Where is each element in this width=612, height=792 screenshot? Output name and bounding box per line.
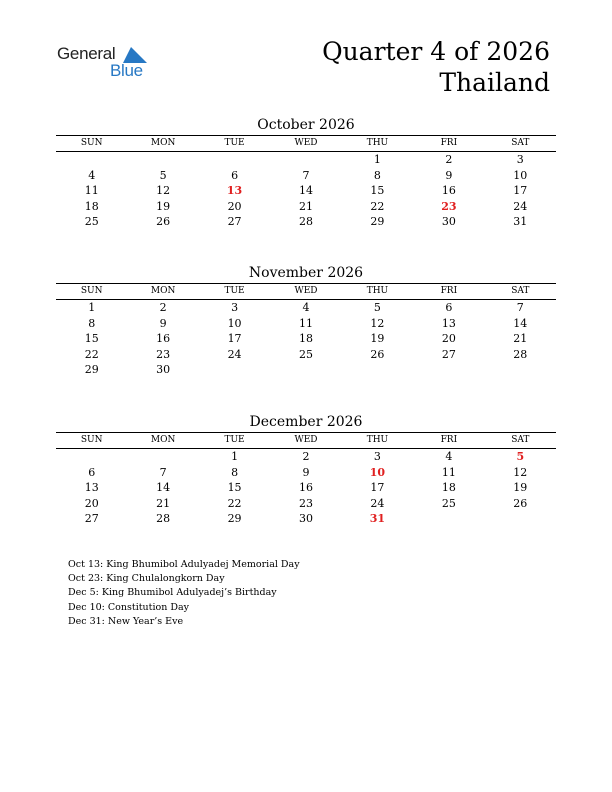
- day-cell: 1: [231, 450, 239, 463]
- holiday-day-cell: 13: [226, 184, 243, 198]
- weekday-label: WED: [294, 286, 318, 296]
- weekday-label: SAT: [511, 435, 530, 445]
- weekday-label: WED: [294, 435, 318, 445]
- holiday-day-cell: 23: [441, 199, 457, 213]
- day-cell: 22: [227, 496, 242, 510]
- day-cell: 9: [302, 465, 310, 479]
- day-cell: 12: [513, 465, 528, 479]
- day-cell: 11: [298, 316, 313, 330]
- day-cell: 13: [441, 316, 456, 330]
- day-cell: 3: [516, 153, 524, 166]
- day-cell: 28: [298, 215, 313, 229]
- day-cell: 16: [298, 481, 313, 495]
- weekday-label: THU: [366, 138, 389, 148]
- day-cell: 19: [370, 332, 385, 346]
- day-cell: 1: [88, 301, 96, 314]
- day-cell: 25: [441, 496, 456, 510]
- day-cell: 14: [298, 184, 313, 198]
- day-cell: 18: [298, 332, 313, 346]
- day-cell: 30: [156, 363, 171, 377]
- weekday-label: WED: [294, 138, 318, 148]
- day-cell: 12: [370, 316, 385, 330]
- day-cell: 3: [231, 301, 239, 314]
- day-cell: 29: [370, 215, 385, 229]
- holiday-note: Oct 13: King Bhumibol Adulyadej Memorial Day: [68, 559, 300, 570]
- weekday-label: FRI: [440, 138, 458, 148]
- month-title: October 2026: [257, 117, 355, 133]
- day-cell: 24: [513, 199, 528, 213]
- day-cell: 8: [88, 316, 96, 330]
- day-cell: 4: [88, 168, 96, 182]
- day-cell: 26: [156, 215, 171, 229]
- empty-cell: [56, 152, 127, 168]
- day-cell: 17: [370, 481, 385, 495]
- day-cell: 8: [231, 465, 239, 479]
- weekday-label: SAT: [511, 138, 530, 148]
- weekday-label: THU: [366, 286, 389, 296]
- day-grid: [56, 152, 556, 230]
- holiday-day-cell: 5: [516, 450, 525, 463]
- day-cell: 2: [302, 450, 310, 463]
- day-cell: 21: [156, 496, 171, 510]
- day-cell: 16: [156, 332, 171, 346]
- day-cell: 20: [84, 496, 99, 510]
- day-cell: 3: [373, 450, 381, 463]
- day-cell: 25: [298, 347, 313, 361]
- weekday-label: TUE: [224, 435, 245, 445]
- weekday-label: MON: [150, 435, 176, 445]
- day-cell: 29: [227, 512, 242, 526]
- weekday-label: SUN: [80, 138, 103, 148]
- day-cell: 24: [370, 496, 385, 510]
- day-cell: 14: [513, 316, 528, 330]
- month-november: [56, 264, 556, 378]
- day-cell: 26: [370, 347, 385, 361]
- day-cell: 28: [513, 347, 528, 361]
- empty-cell: [56, 449, 127, 465]
- holiday-day-cell: 10: [369, 465, 386, 479]
- day-cell: 5: [373, 301, 381, 314]
- day-cell: 19: [513, 481, 528, 495]
- weekday-label: TUE: [224, 286, 245, 296]
- country-title: Thailand: [439, 68, 550, 97]
- day-cell: 24: [227, 347, 242, 361]
- day-cell: 23: [298, 496, 313, 510]
- day-cell: 7: [159, 465, 167, 479]
- day-cell: 27: [441, 347, 456, 361]
- day-cell: 1: [373, 153, 381, 166]
- day-cell: 30: [441, 215, 456, 229]
- day-grid: [56, 449, 556, 527]
- day-cell: 9: [445, 168, 453, 182]
- holiday-note: Oct 23: King Chulalongkorn Day: [68, 573, 225, 585]
- day-cell: 15: [370, 184, 385, 198]
- weekday-label: SUN: [80, 286, 103, 296]
- day-cell: 30: [298, 512, 313, 526]
- logo-text-blue: Blue: [110, 61, 143, 80]
- day-cell: 20: [227, 199, 242, 213]
- day-cell: 26: [513, 496, 528, 510]
- day-cell: 7: [302, 168, 310, 182]
- holiday-note: Dec 10: Constitution Day: [68, 601, 190, 613]
- day-cell: 17: [513, 184, 528, 198]
- day-cell: 2: [159, 301, 167, 314]
- day-cell: 22: [370, 199, 385, 213]
- weekday-label: FRI: [440, 435, 458, 445]
- day-cell: 21: [298, 199, 313, 213]
- weekday-header: [56, 433, 556, 448]
- day-cell: 10: [227, 316, 242, 330]
- empty-cell: [127, 449, 198, 465]
- day-cell: 10: [513, 168, 528, 182]
- day-cell: 15: [84, 332, 99, 346]
- day-cell: 20: [441, 332, 456, 346]
- day-cell: 27: [84, 512, 99, 526]
- day-cell: 6: [231, 168, 239, 182]
- holiday-notes: [68, 558, 300, 629]
- day-cell: 25: [84, 215, 99, 229]
- weekday-label: SAT: [511, 286, 530, 296]
- holiday-day-cell: 31: [369, 512, 386, 526]
- day-cell: 11: [84, 184, 99, 198]
- page-title: [322, 36, 550, 98]
- holiday-note: Dec 5: King Bhumibol Adulyadej’s Birthday: [68, 587, 277, 599]
- month-october: [56, 116, 556, 230]
- day-cell: 13: [84, 481, 99, 495]
- empty-cell: [270, 152, 341, 168]
- day-cell: 31: [513, 215, 528, 229]
- weekday-label: FRI: [440, 286, 458, 296]
- generalblue-logo: [57, 44, 157, 84]
- day-cell: 9: [159, 316, 167, 330]
- month-title: November 2026: [248, 265, 364, 281]
- day-cell: 7: [516, 301, 524, 314]
- day-cell: 6: [88, 465, 96, 479]
- day-cell: 16: [441, 184, 456, 198]
- month-december: [56, 413, 556, 527]
- day-cell: 12: [156, 184, 171, 198]
- day-cell: 28: [156, 512, 171, 526]
- weekday-label: THU: [366, 435, 389, 445]
- day-cell: 29: [84, 363, 99, 377]
- weekday-header: [56, 136, 556, 151]
- weekday-label: MON: [150, 138, 176, 148]
- day-cell: 14: [156, 481, 171, 495]
- empty-cell: [127, 152, 198, 168]
- day-cell: 11: [441, 465, 456, 479]
- day-grid: [56, 300, 556, 378]
- weekday-label: SUN: [80, 435, 103, 445]
- weekday-label: TUE: [224, 138, 245, 148]
- holiday-note: Dec 31: New Year’s Eve: [68, 615, 184, 627]
- day-cell: 6: [445, 301, 453, 314]
- weekday-label: MON: [150, 286, 176, 296]
- day-cell: 18: [441, 481, 456, 495]
- day-cell: 4: [302, 301, 310, 314]
- day-cell: 19: [156, 199, 171, 213]
- day-cell: 15: [227, 481, 242, 495]
- day-cell: 2: [445, 153, 453, 166]
- day-cell: 21: [513, 332, 528, 346]
- day-cell: 23: [156, 347, 171, 361]
- day-cell: 4: [445, 450, 453, 463]
- day-cell: 18: [84, 199, 99, 213]
- day-cell: 17: [227, 332, 242, 346]
- quarter-title: Quarter 4 of 2026: [322, 37, 550, 66]
- empty-cell: [199, 152, 270, 168]
- day-cell: 8: [373, 168, 381, 182]
- day-cell: 27: [227, 215, 242, 229]
- day-cell: 22: [84, 347, 99, 361]
- day-cell: 5: [159, 168, 167, 182]
- month-title: December 2026: [249, 414, 363, 430]
- logo-text-general: General: [57, 44, 116, 63]
- weekday-header: [56, 284, 556, 299]
